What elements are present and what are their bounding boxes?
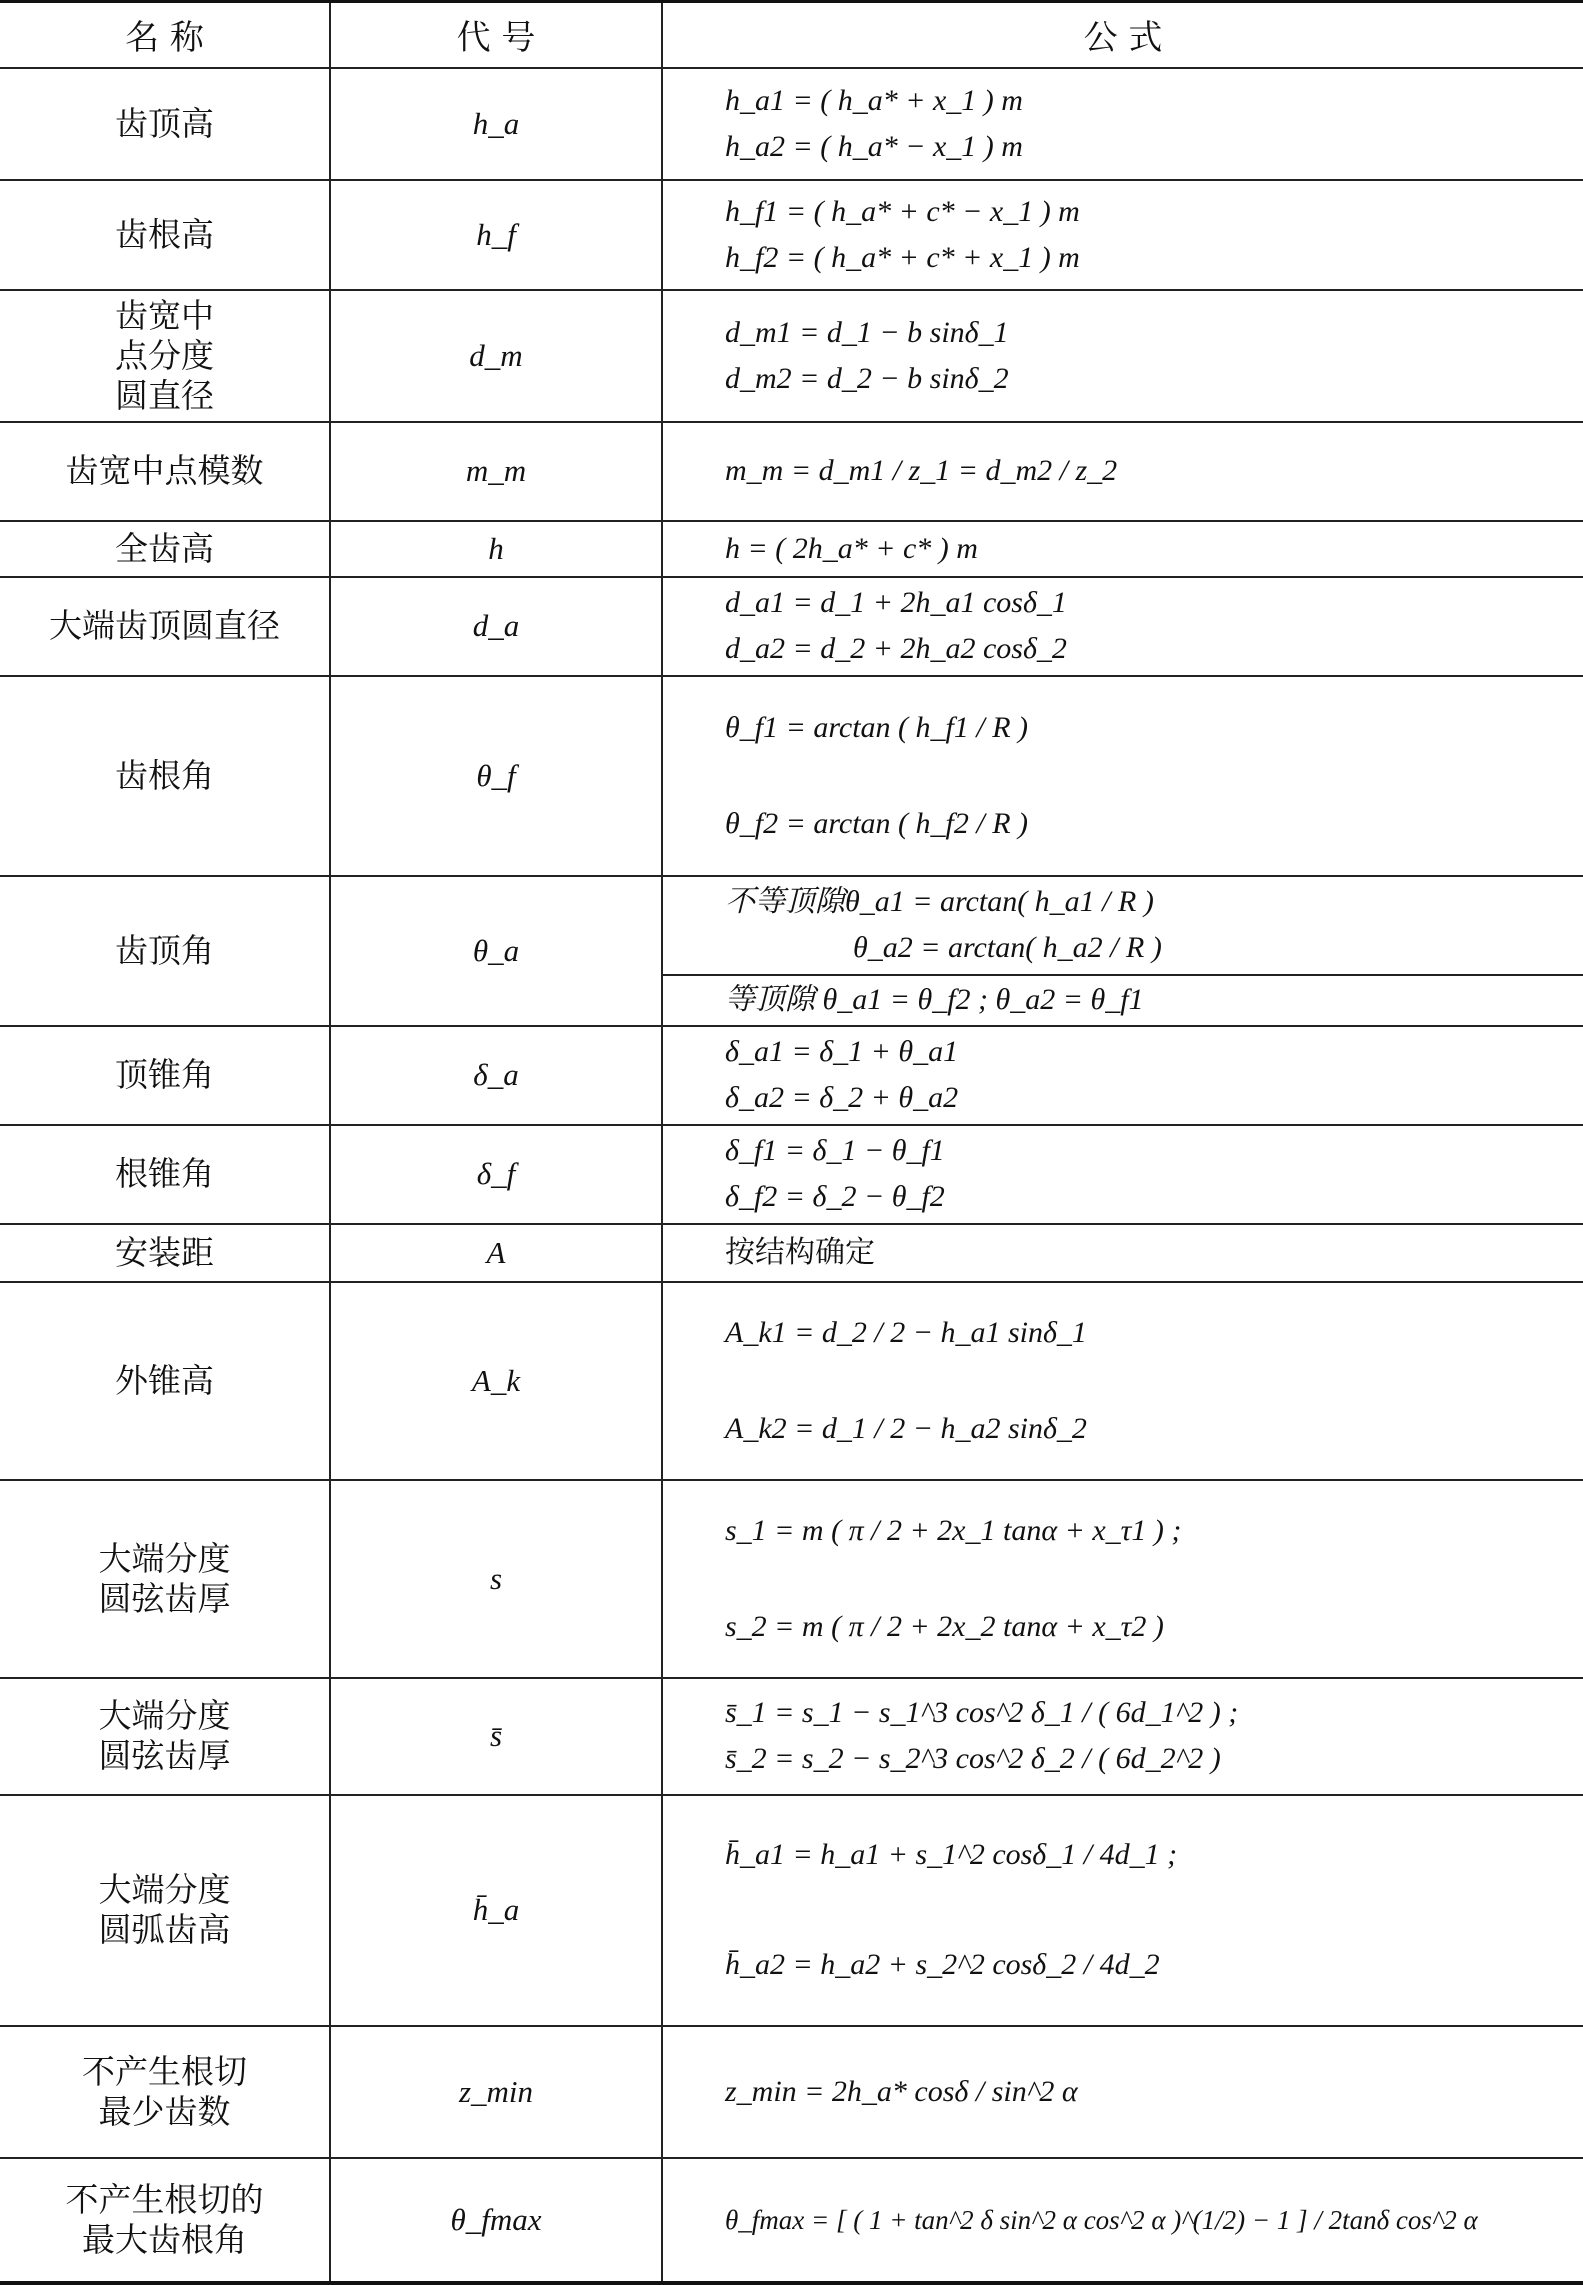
formula-line: δ_f2 = δ_2 − θ_f2 <box>725 1180 945 1213</box>
table-row <box>0 676 1583 876</box>
row-formula <box>662 1282 1583 1480</box>
row-symbol: h̄_a <box>330 1795 662 2026</box>
formula-line: s_1 = m ( π / 2 + 2x_1 tanα + x_τ1 ) ; <box>725 1513 1182 1547</box>
row-symbol: h <box>330 521 662 577</box>
formula-line: z_min = 2h_a* cosδ / sin^2 α <box>725 2074 1078 2108</box>
row-name: 不产生根切最少齿数 <box>0 2026 330 2158</box>
row-symbol: d_m <box>330 290 662 422</box>
table-row <box>0 577 1583 676</box>
row-symbol: h_a <box>330 68 662 180</box>
table-row <box>0 1678 1583 1795</box>
formula-line: A_k1 = d_2 / 2 − h_a1 sinδ_1 <box>725 1315 1087 1349</box>
row-formula <box>662 68 1583 180</box>
table-row <box>0 1026 1583 1125</box>
formula-line: s̄_1 = s_1 − s_1^3 cos^2 δ_1 / ( 6d_1^2 ) ; <box>725 1696 1239 1729</box>
table-row <box>0 2026 1583 2158</box>
header-symbol: 代 号 <box>330 2 662 68</box>
row-symbol: A_k <box>330 1282 662 1480</box>
formula-line: θ_fmax = [ ( 1 + tan^2 δ sin^2 α cos^2 α )^(1/2) − 1 ] / 2tanδ cos^2 α <box>725 2204 1478 2235</box>
formula-line: δ_f1 = δ_1 − θ_f1 <box>725 1134 945 1167</box>
table-row <box>0 68 1583 180</box>
table-row <box>0 1125 1583 1224</box>
row-formula <box>662 1795 1583 2026</box>
formula-line: 等顶隙 θ_a1 = θ_f2 ; θ_a2 = θ_f1 <box>725 983 1144 1016</box>
table-row <box>0 1224 1583 1282</box>
row-symbol: s <box>330 1480 662 1678</box>
formula-line: 不等顶隙θ_a1 = arctan( h_a1 / R ) <box>725 885 1154 918</box>
row-formula <box>662 876 1583 1026</box>
row-formula <box>662 521 1583 577</box>
formula-line: d_m2 = d_2 − b sinδ_2 <box>725 361 1009 395</box>
row-formula <box>662 1480 1583 1678</box>
row-name: 顶锥角 <box>0 1026 330 1125</box>
table-row <box>0 180 1583 290</box>
formula-line: θ_f2 = arctan ( h_f2 / R ) <box>725 806 1029 840</box>
row-symbol: s̄ <box>330 1678 662 1795</box>
table-row <box>0 1480 1583 1678</box>
row-symbol: z_min <box>330 2026 662 2158</box>
table-row <box>0 422 1583 521</box>
row-formula <box>662 676 1583 876</box>
row-name: 根锥角 <box>0 1125 330 1224</box>
row-formula <box>662 2158 1583 2283</box>
formula-line: δ_a2 = δ_2 + θ_a2 <box>725 1081 959 1114</box>
formula-line: h_f2 = ( h_a* + c* + x_1 ) m <box>725 240 1080 274</box>
row-symbol: A <box>330 1224 662 1282</box>
row-name: 不产生根切的最大齿根角 <box>0 2158 330 2283</box>
table-row <box>0 1795 1583 2026</box>
formula-line: h̄_a2 = h_a2 + s_2^2 cosδ_2 / 4d_2 <box>725 1948 1160 1981</box>
formula-line: δ_a1 = δ_1 + θ_a1 <box>725 1035 959 1068</box>
row-name: 大端齿顶圆直径 <box>0 577 330 676</box>
table-row <box>0 2158 1583 2283</box>
formula-line: s̄_2 = s_2 − s_2^3 cos^2 δ_2 / ( 6d_2^2 ) <box>725 1742 1221 1775</box>
formula-line: θ_f1 = arctan ( h_f1 / R ) <box>725 710 1029 744</box>
table-row <box>0 876 1583 1026</box>
row-formula <box>662 1125 1583 1224</box>
row-name: 齿根角 <box>0 676 330 876</box>
formula-cell <box>663 975 1583 1025</box>
row-formula <box>662 290 1583 422</box>
row-name: 外锥高 <box>0 1282 330 1480</box>
row-formula <box>662 1026 1583 1125</box>
formula-line: h̄_a1 = h_a1 + s_1^2 cosδ_1 / 4d_1 ; <box>725 1838 1178 1871</box>
row-name: 大端分度圆弦齿厚 <box>0 1480 330 1678</box>
row-name: 齿宽中点模数 <box>0 422 330 521</box>
table-row <box>0 521 1583 577</box>
row-name: 齿根高 <box>0 180 330 290</box>
formula-cell <box>663 877 1583 975</box>
row-name: 大端分度圆弦齿厚 <box>0 1678 330 1795</box>
row-formula <box>662 422 1583 521</box>
row-name: 安装距 <box>0 1224 330 1282</box>
formula-line: h_a2 = ( h_a* − x_1 ) m <box>725 129 1023 163</box>
table-row <box>0 290 1583 422</box>
row-formula <box>662 2026 1583 2158</box>
row-symbol: θ_fmax <box>330 2158 662 2283</box>
formula-line: θ_a2 = arctan( h_a2 / R ) <box>853 931 1162 964</box>
row-symbol: d_a <box>330 577 662 676</box>
formula-line: h_a1 = ( h_a* + x_1 ) m <box>725 83 1023 117</box>
header-row <box>0 2 1583 68</box>
formula-line: m_m = d_m1 / z_1 = d_m2 / z_2 <box>725 454 1118 487</box>
formula-line: h = ( 2h_a* + c* ) m <box>725 531 978 565</box>
row-name: 大端分度圆弧齿高 <box>0 1795 330 2026</box>
row-name: 齿宽中点分度圆直径 <box>0 290 330 422</box>
formula-line: 按结构确定 <box>725 1234 875 1270</box>
row-symbol: θ_a <box>330 876 662 1026</box>
header-formula: 公 式 <box>662 2 1583 68</box>
row-formula <box>662 577 1583 676</box>
formula-line: h_f1 = ( h_a* + c* − x_1 ) m <box>725 194 1080 228</box>
formula-subtable <box>663 877 1583 1025</box>
row-symbol: h_f <box>330 180 662 290</box>
row-formula <box>662 180 1583 290</box>
header-name: 名 称 <box>0 2 330 68</box>
row-name: 齿顶角 <box>0 876 330 1026</box>
row-symbol: θ_f <box>330 676 662 876</box>
row-name: 全齿高 <box>0 521 330 577</box>
formula-line: d_a2 = d_2 + 2h_a2 cosδ_2 <box>725 632 1067 665</box>
row-name: 齿顶高 <box>0 68 330 180</box>
formula-line: s_2 = m ( π / 2 + 2x_2 tanα + x_τ2 ) <box>725 1609 1164 1643</box>
formula-line: d_a1 = d_1 + 2h_a1 cosδ_1 <box>725 586 1067 619</box>
table-row <box>0 1282 1583 1480</box>
formula-line: A_k2 = d_1 / 2 − h_a2 sinδ_2 <box>725 1411 1087 1445</box>
row-symbol: δ_a <box>330 1026 662 1125</box>
row-formula <box>662 1678 1583 1795</box>
row-formula <box>662 1224 1583 1282</box>
row-symbol: m_m <box>330 422 662 521</box>
row-symbol: δ_f <box>330 1125 662 1224</box>
formula-line: d_m1 = d_1 − b sinδ_1 <box>725 315 1009 349</box>
